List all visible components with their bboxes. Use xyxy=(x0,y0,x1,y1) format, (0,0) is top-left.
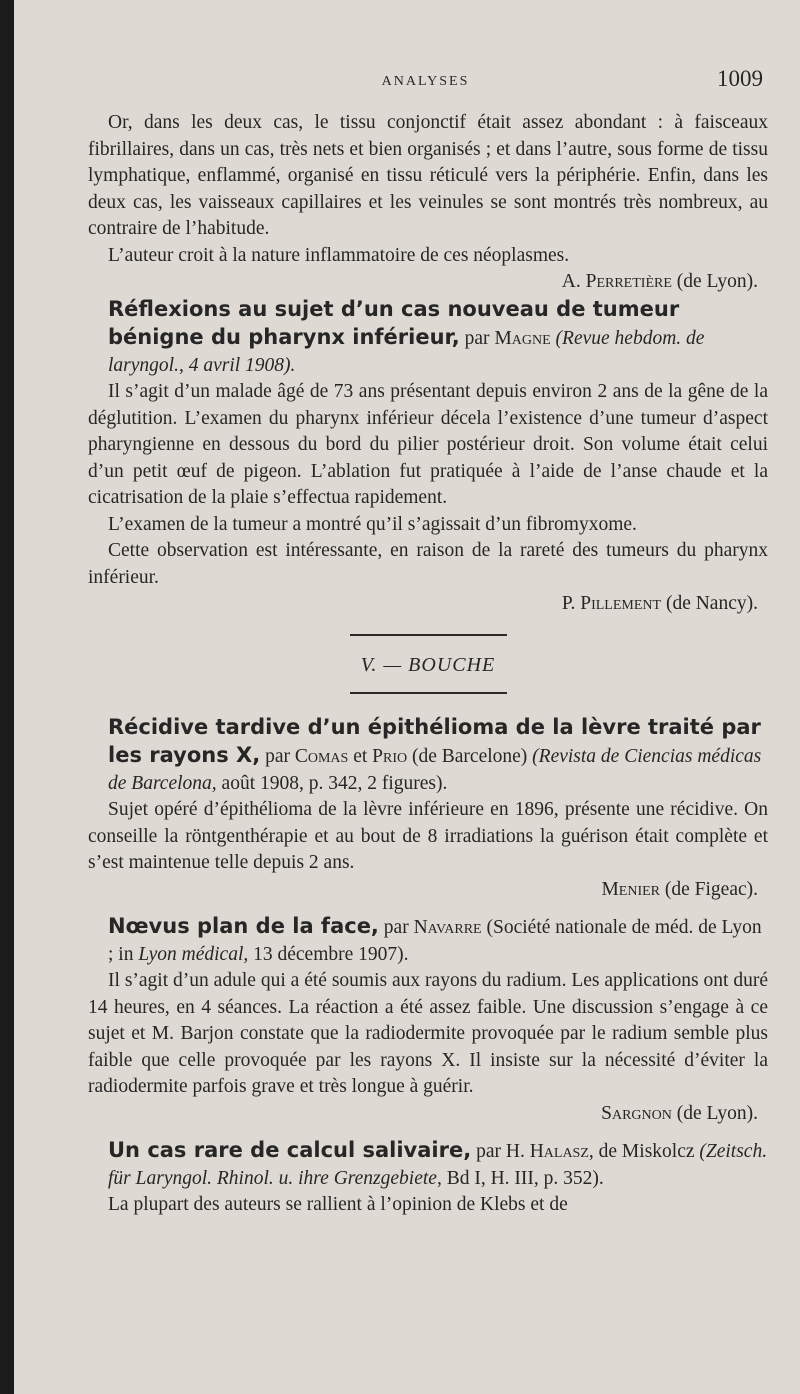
article-author: Prio xyxy=(372,746,408,767)
page-header xyxy=(88,66,763,96)
article-author: Magne xyxy=(494,328,551,349)
article-reference xyxy=(88,913,768,968)
article-source: (Revista de Ciencias médicas de Barcelona, xyxy=(108,746,762,794)
running-title: ANALYSES xyxy=(381,74,470,89)
signature-name: Pillement xyxy=(580,593,662,614)
article-source-place: (de Barcelone) xyxy=(411,746,528,767)
article-source-date: 13 décembre 1907). xyxy=(253,943,409,965)
article-author: Navarre xyxy=(413,917,482,938)
et-label: et xyxy=(353,746,368,767)
article-source: (Revue hebdom. de laryngol., 4 avril 1908). xyxy=(108,328,705,376)
paragraph: Cette observation est intéressante, en raison de la rareté des tumeurs du pharynx inférieur. xyxy=(88,540,768,588)
article-reference xyxy=(88,296,768,380)
article-source-place: (Société nationale de méd. de Lyon ; in xyxy=(108,917,762,965)
signature-place: (de Figeac). xyxy=(664,878,758,900)
paragraph: La plupart des auteurs se rallient à l’opinion de Klebs et de xyxy=(108,1194,568,1215)
article-source: Lyon médical, xyxy=(138,943,249,965)
article xyxy=(88,913,768,1127)
paragraph: Il s’agit d’un adule qui a été soumis aux rayons du radium. Les applications ont duré 14 heures, en 4 séances. La réaction a été assez faible. Une discussion s’engage à ce sujet et M. Barjon constate que la radiodermite provoquée par le radium semble plus faible que celle provoquée par les rayons X. Il insiste sur la nécessité d’éviter la radiodermite parfois grave et très longue à guérir. xyxy=(88,970,768,1097)
paragraph: Il s’agit d’un malade âgé de 73 ans présentant depuis environ 2 ans de la gêne de la déglutition. L’examen du pharynx inférieur décela l’existence d’une tumeur d’aspect pharyngienne en dessous du bord du pilier postérieur droit. Son volume était celui d’un petit œuf de pigeon. L’ablation fut pratiquée à l’aide de l’anse chaude et la cicatrisation de la plaie s’effectua rapidement. xyxy=(88,381,768,508)
paragraph: Sujet opéré d’épithélioma de la lèvre inférieure en 1896, présente une récidive. On conseille la röntgenthérapie et au bout de 8 irradiations la guérison était complète et s’est maintenue telle depuis 2 ans. xyxy=(88,799,768,873)
article-reference xyxy=(88,1137,768,1192)
signature-place: (de Lyon). xyxy=(676,1102,758,1124)
signature xyxy=(88,877,758,904)
article-author: Halasz, xyxy=(529,1141,594,1162)
section-rule xyxy=(350,634,507,636)
article-author-initial: H. xyxy=(505,1141,525,1162)
signature-name: Perretière xyxy=(585,271,672,292)
paragraph: L’auteur croit à la nature inflammatoire de ces néoplasmes. xyxy=(108,244,570,266)
par-label: par xyxy=(464,328,490,349)
signature-place: (de Lyon). xyxy=(676,271,758,292)
article xyxy=(88,296,768,618)
article-author: Comas xyxy=(294,746,349,767)
signature xyxy=(88,1101,758,1128)
signature-name: Sargnon xyxy=(601,1102,672,1124)
article-title: Un cas rare de calcul salivaire, xyxy=(108,1138,472,1162)
article-source-date: Bd I, H. III, p. 352). xyxy=(446,1167,604,1189)
par-label: par xyxy=(265,746,290,767)
paragraph: L’examen de la tumeur a montré qu’il s’agissait d’un fibromyxome. xyxy=(108,513,637,535)
article-source: (Zeitsch. für Laryngol. Rhinol. u. ihre Grenzgebiete, xyxy=(108,1141,768,1189)
article-author-place: de Miskolcz xyxy=(598,1141,695,1162)
article-title: Nœvus plan de la face, xyxy=(108,914,379,938)
signature-initial: A. xyxy=(561,271,581,292)
section-heading: V. — BOUCHE xyxy=(360,653,496,676)
article xyxy=(88,714,768,904)
article-source-date: août 1908, p. 342, 2 figures). xyxy=(221,772,448,794)
signature xyxy=(88,591,758,618)
article-title: Récidive tardive d’un épithélioma de la lèvre traité par les rayons X, xyxy=(108,714,761,767)
article-title: Réflexions au sujet d’un cas nouveau de tumeur bénigne du pharynx inférieur, xyxy=(108,296,680,349)
signature-place: (de Nancy). xyxy=(665,593,758,614)
par-label: par xyxy=(476,1141,501,1162)
par-label: par xyxy=(383,917,409,938)
binding-edge xyxy=(0,0,14,1394)
signature xyxy=(88,269,758,296)
page-number: 1009 xyxy=(717,66,763,91)
paragraph: Or, dans les deux cas, le tissu conjonctif était assez abondant : à faisceaux fibrillaires, dans un cas, très nets et bien organisés ; et dans l’autre, sous forme de tissu lymphatique, enflammé, organisé en tissu réticulé vers la périphérie. Enfin, dans les deux cas, les vaisseaux capillaires et les veinules se sont montrés très nombreux, au contraire de l’habitude. xyxy=(88,112,768,239)
section-rule xyxy=(350,692,507,694)
signature-name: Menier xyxy=(601,878,660,900)
article xyxy=(88,1137,768,1219)
article-reference xyxy=(88,714,768,798)
page-body xyxy=(88,110,768,1219)
signature-initial: P. xyxy=(561,593,576,614)
